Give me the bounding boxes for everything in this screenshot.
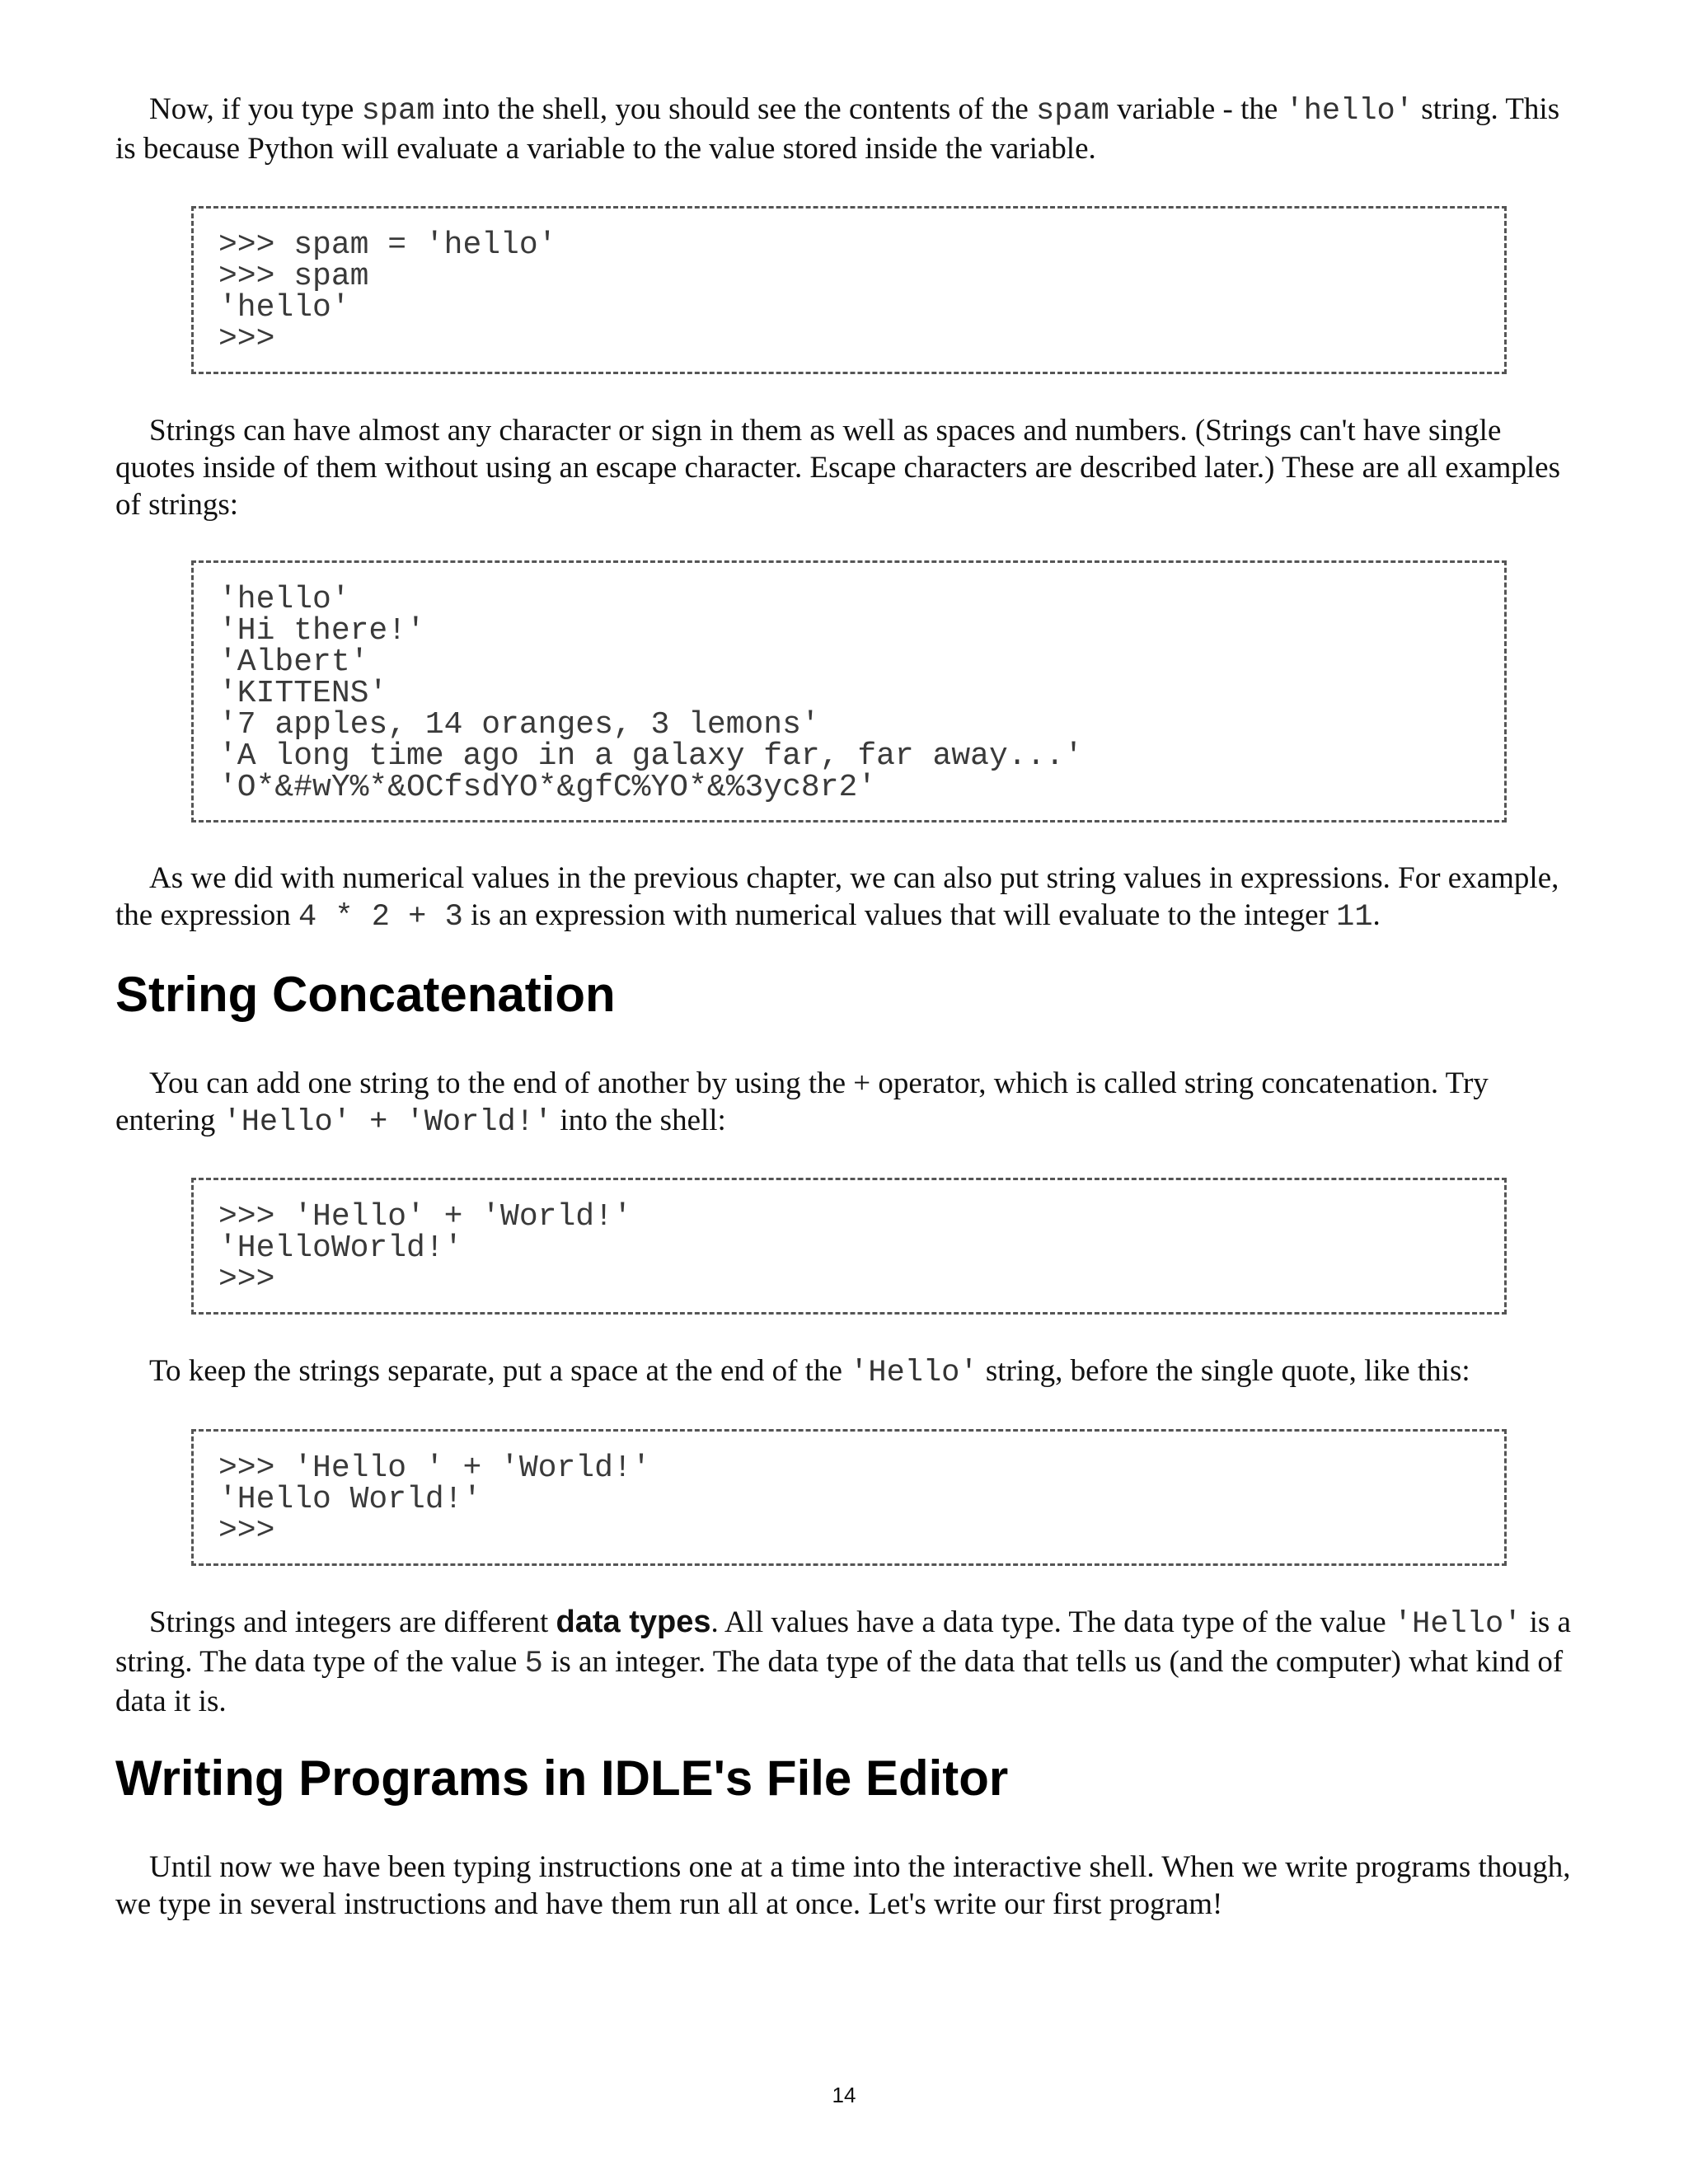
inline-code: 'Hello' xyxy=(1393,1607,1522,1642)
inline-code: spam xyxy=(1036,94,1109,129)
text: Now, if you type xyxy=(149,92,362,126)
text: into the shell, you should see the contents of the xyxy=(434,92,1037,126)
paragraph-variable-evaluation xyxy=(115,91,1579,167)
text: . xyxy=(1372,898,1381,932)
inline-code: 5 xyxy=(524,1647,543,1681)
paragraph-data-types xyxy=(115,1604,1579,1720)
section-heading-string-concatenation: String Concatenation xyxy=(115,967,616,1022)
paragraph-keep-separate xyxy=(115,1352,1579,1392)
text: string. This is because Python will evaluate a variable to the value stored inside the variable. xyxy=(115,92,1560,166)
text: To keep the strings separate, put a space at the end of the xyxy=(149,1354,851,1388)
page-number: 14 xyxy=(832,2083,856,2107)
inline-code: 4 * 2 + 3 xyxy=(298,900,463,935)
code-block-hello-space-world: >>> 'Hello ' + 'World!' 'Hello World!' >>> xyxy=(191,1429,1507,1566)
paragraph-strings-characters: Strings can have almost any character or sign in them as well as spaces and numbers. (Strings can't have single quotes inside of them without using an escape character. Escape characters are described later.) These are all examples of strings: xyxy=(115,414,1560,522)
code-block-hello-world: >>> 'Hello' + 'World!' 'HelloWorld!' >>> xyxy=(191,1178,1507,1315)
section-heading-idle-file-editor: Writing Programs in IDLE's File Editor xyxy=(115,1750,1009,1806)
text: into the shell: xyxy=(552,1104,726,1137)
paragraph-concatenation-intro xyxy=(115,1065,1579,1141)
bold-term: data types xyxy=(556,1605,711,1639)
text: As we did with numerical values in the previous chapter, we can also put string values in expressions. For example, the expression xyxy=(115,861,1559,932)
paragraph-first-program: Until now we have been typing instructions one at a time into the interactive shell. When we write programs though, we type in several instructions and have them run all at once. Let's write our first program! xyxy=(115,1850,1571,1921)
code-block-spam: >>> spam = 'hello' >>> spam 'hello' >>> xyxy=(191,206,1507,374)
text: You can add one string to the end of another by using the + operator, which is called string concatenation. Try entering xyxy=(115,1066,1489,1137)
text: is an integer. The data type of the data that tells us (and the computer) what kind of data it is. xyxy=(115,1645,1564,1718)
text: Strings and integers are different xyxy=(149,1605,556,1639)
inline-code: 11 xyxy=(1336,900,1373,935)
paragraph-string-expressions xyxy=(115,860,1579,936)
text: is an expression with numerical values that will evaluate to the integer xyxy=(462,898,1337,932)
inline-code: 'Hello' + 'World!' xyxy=(223,1105,553,1140)
text: string, before the single quote, like this: xyxy=(978,1354,1470,1388)
text: variable - the xyxy=(1109,92,1286,126)
inline-code: 'Hello' xyxy=(850,1356,978,1390)
code-block-string-examples: 'hello' 'Hi there!' 'Albert' 'KITTENS' '7 apples, 14 oranges, 3 lemons' 'A long time ago in a galaxy far, far away...' 'O*&#wY%*&OCfsdYO*&gfC%YO*&%3yc8r2' xyxy=(191,560,1507,823)
inline-code: spam xyxy=(361,94,435,129)
text: is a string. The data type of the value xyxy=(115,1605,1571,1679)
page-content xyxy=(115,91,1579,1923)
text: . All values have a data type. The data type of the value xyxy=(710,1605,1394,1639)
inline-code: 'hello' xyxy=(1285,94,1414,129)
